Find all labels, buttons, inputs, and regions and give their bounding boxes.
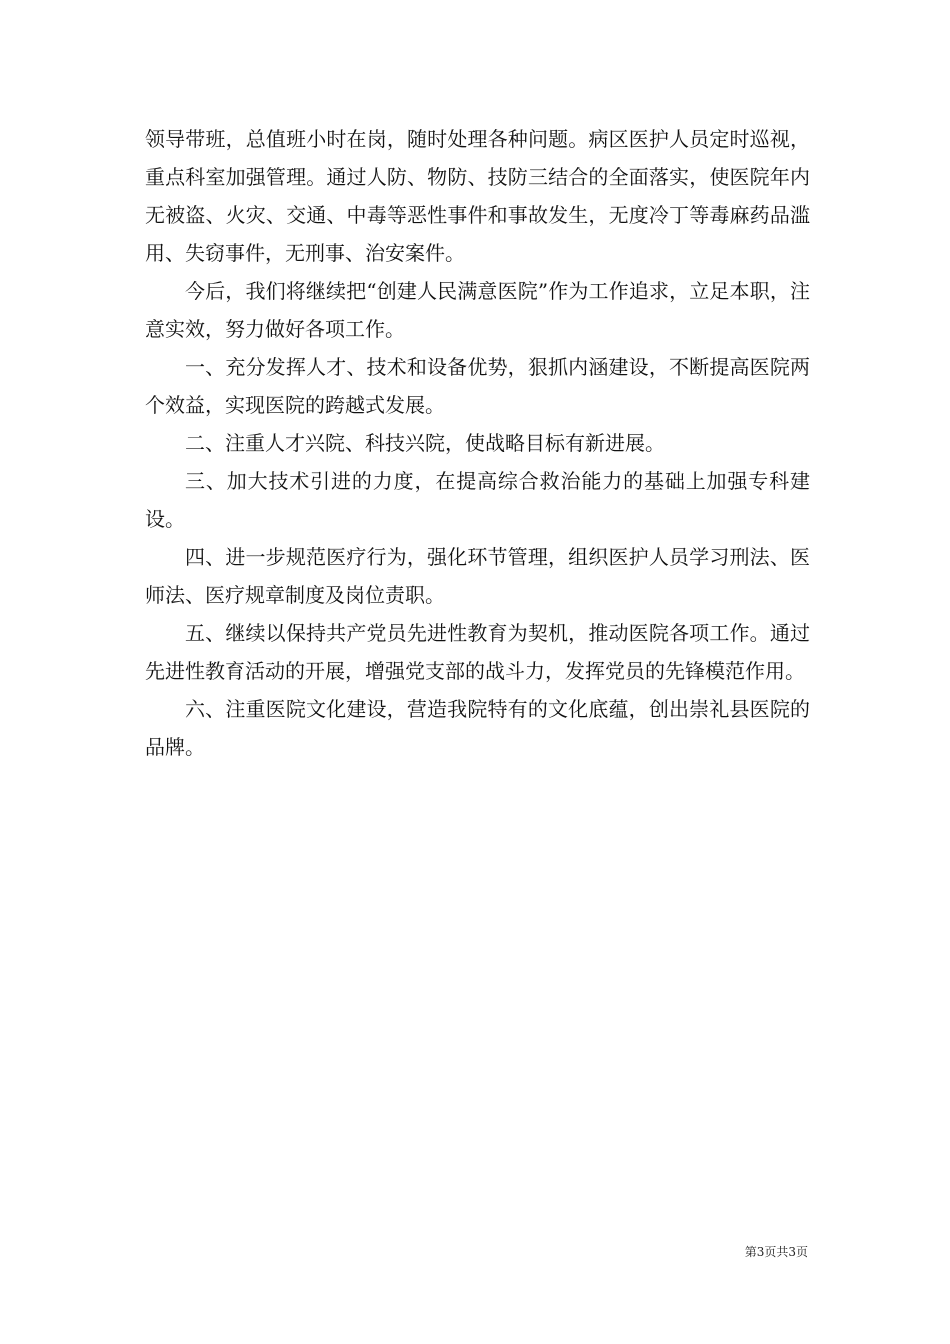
paragraph-continuation: 领导带班，总值班小时在岗，随时处理各种问题。病区医护人员定时巡视，重点科室加强管理。通过人防、物防、技防三结合的全面落实，使医院年内无被盗、火灾、交通、中毒等恶性事件和事故发生，无度冷丁等毒麻药品滥用、失窃事件，无刑事、治安案件。 <box>145 127 810 265</box>
paragraph-item-2: 二、注重人才兴院、科技兴院，使战略目标有新进展。 <box>185 431 665 455</box>
page-number-footer: 第3页共3页 <box>744 1245 808 1259</box>
paragraph-item-4: 四、进一步规范医疗行为，强化环节管理，组织医护人员学习刑法、医师法、医疗规章制度及岗位责职。 <box>145 545 810 607</box>
document-body <box>145 120 810 766</box>
paragraph-item-1: 一、充分发挥人才、技术和设备优势，狠抓内涵建设，不断提高医院两个效益，实现医院的跨越式发展。 <box>145 355 810 417</box>
paragraph-item-3: 三、加大技术引进的力度，在提高综合救治能力的基础上加强专科建设。 <box>145 469 810 531</box>
paragraph-item-5: 五、继续以保持共产党员先进性教育为契机，推动医院各项工作。通过先进性教育活动的开展，增强党支部的战斗力，发挥党员的先锋模范作用。 <box>145 621 810 683</box>
paragraph-intro: 今后，我们将继续把“创建人民满意医院”作为工作追求，立足本职，注意实效，努力做好各项工作。 <box>145 279 810 341</box>
paragraph-item-6: 六、注重医院文化建设，营造我院特有的文化底蕴，创出崇礼县医院的品牌。 <box>145 697 810 759</box>
